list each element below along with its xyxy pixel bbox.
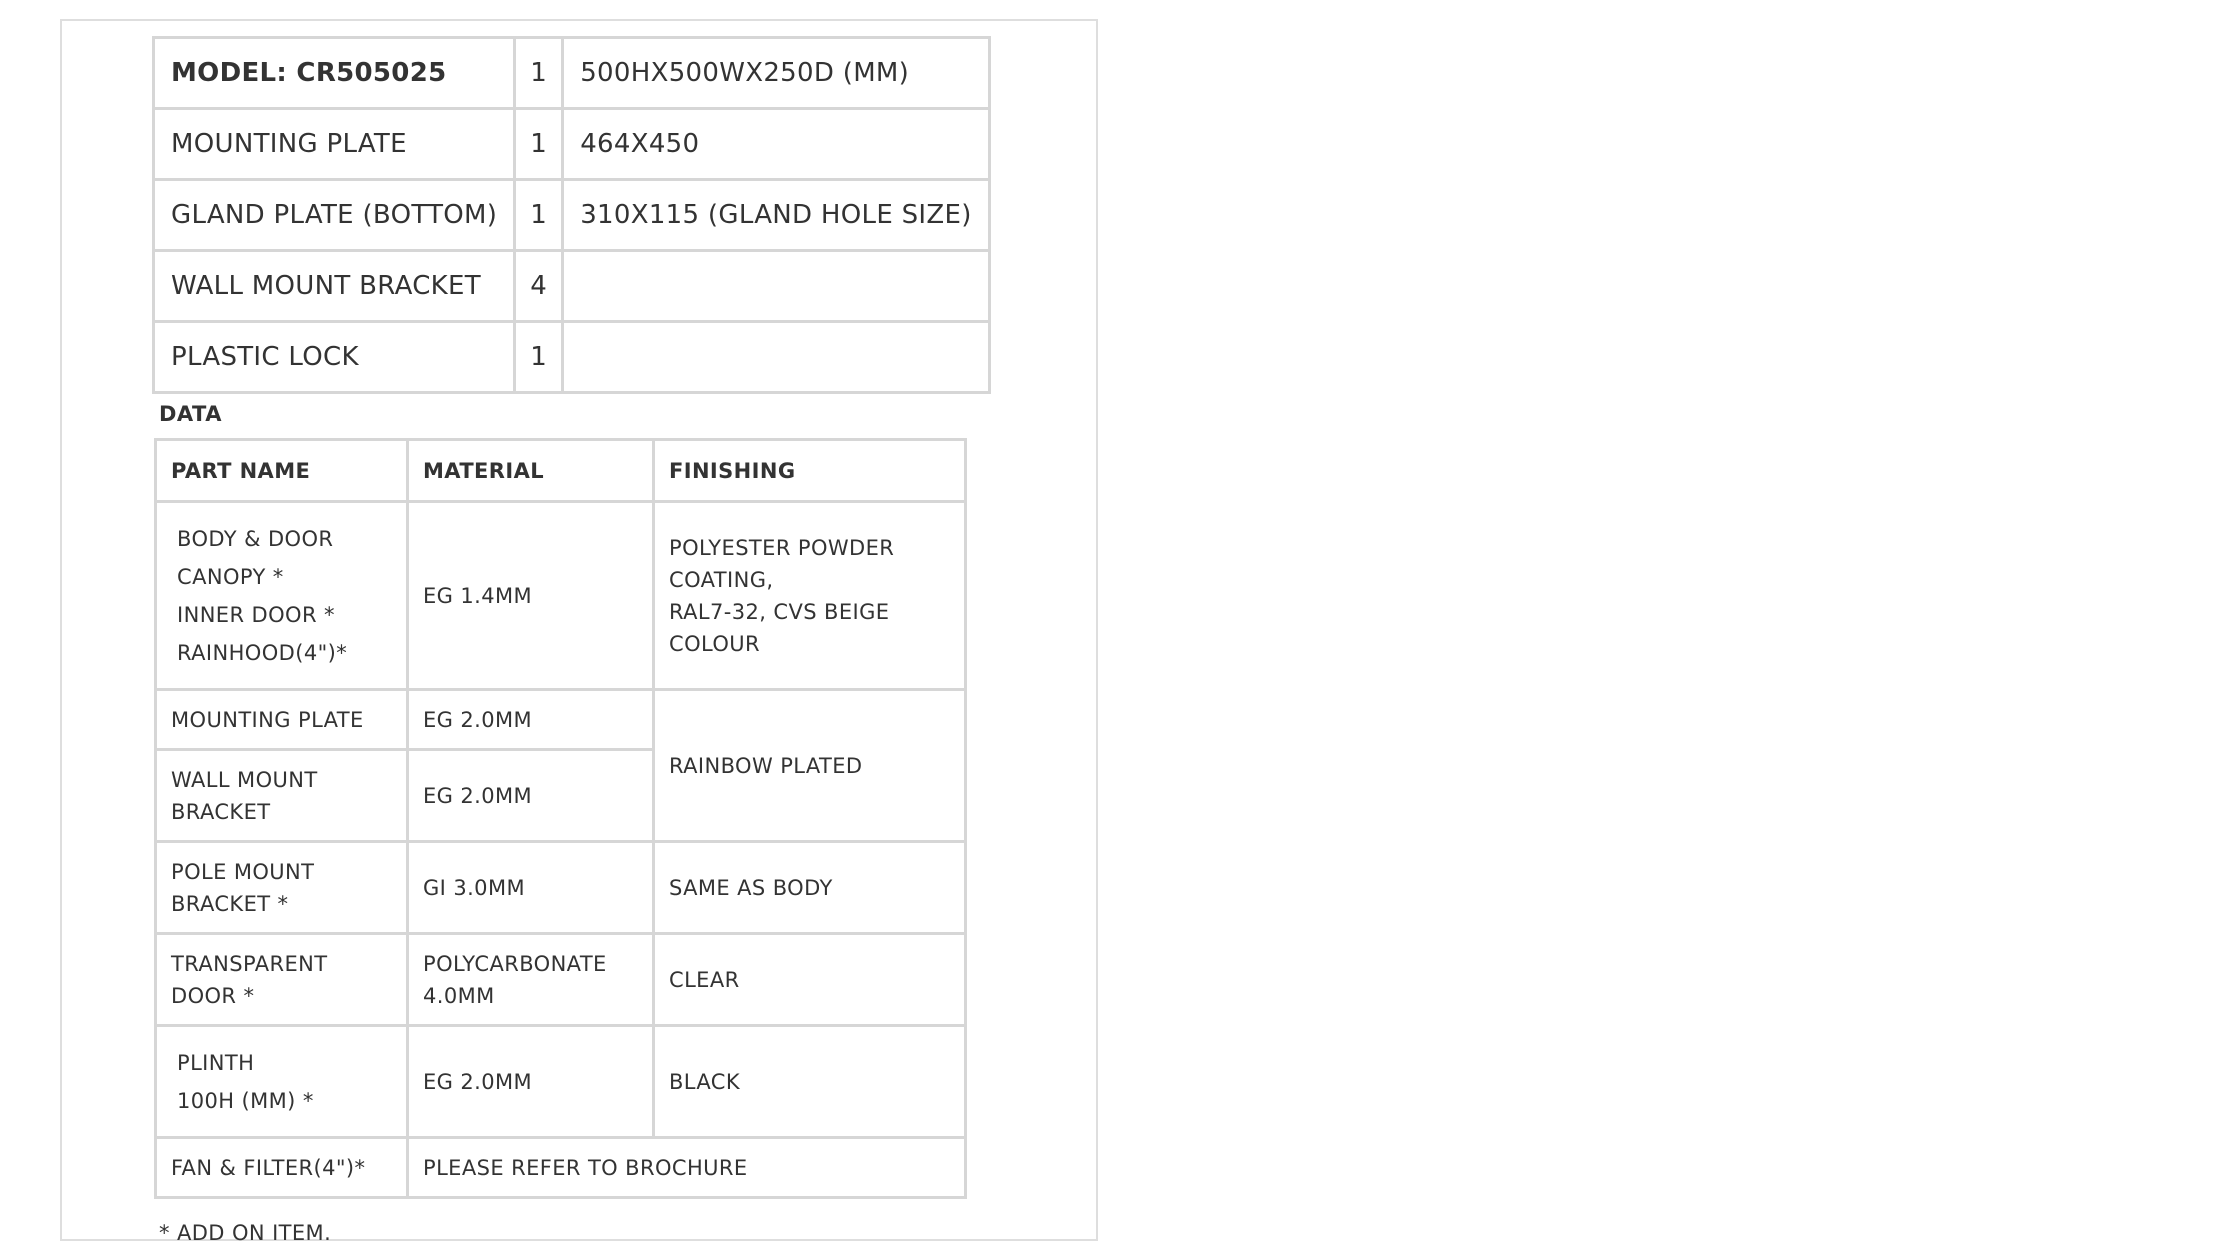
- item-cell: MOUNTING PLATE: [154, 109, 515, 180]
- summary-table: [152, 36, 991, 394]
- qty-cell: 1: [515, 38, 563, 109]
- part-cell: [156, 750, 408, 842]
- finishing-cell: RAINBOW PLATED: [654, 690, 966, 842]
- table-row: [156, 502, 966, 690]
- part-line: POLE MOUNT: [171, 859, 315, 884]
- material-cell: GI 3.0MM: [408, 842, 654, 934]
- table-row: [156, 934, 966, 1026]
- material-cell: [408, 934, 654, 1026]
- finishing-cell: SAME AS BODY: [654, 842, 966, 934]
- part-line: RAINHOOD(4")*: [177, 640, 348, 665]
- spec-card: [60, 19, 1098, 1245]
- data-section-label: DATA: [159, 402, 223, 426]
- part-line: BRACKET: [171, 799, 271, 824]
- table-row: [154, 180, 990, 251]
- part-line: TRANSPARENT: [171, 951, 328, 976]
- material-cell: EG 2.0MM: [408, 690, 654, 750]
- part-cell: MOUNTING PLATE: [156, 690, 408, 750]
- qty-cell: 4: [515, 251, 563, 322]
- material-line: 4.0MM: [423, 983, 495, 1008]
- part-cell: [156, 502, 408, 690]
- header-material: MATERIAL: [408, 440, 654, 502]
- material-cell: EG 2.0MM: [408, 750, 654, 842]
- spec-cell: 310X115 (GLAND HOLE SIZE): [563, 180, 989, 251]
- qty-cell: 1: [515, 322, 563, 393]
- spec-cell: 500HX500WX250D (MM): [563, 38, 989, 109]
- table-row: [154, 251, 990, 322]
- header-finishing: FINISHING: [654, 440, 966, 502]
- footnote: * ADD ON ITEM.: [159, 1221, 332, 1245]
- table-row: [156, 1026, 966, 1138]
- data-table: [154, 438, 967, 1199]
- qty-cell: 1: [515, 109, 563, 180]
- part-line: DOOR *: [171, 983, 255, 1008]
- spec-cell: 464X450: [563, 109, 989, 180]
- material-line: POLYCARBONATE: [423, 951, 607, 976]
- material-cell: EG 1.4MM: [408, 502, 654, 690]
- table-row: [154, 38, 990, 109]
- finishing-cell: [654, 502, 966, 690]
- table-row: [154, 109, 990, 180]
- table-row: [156, 842, 966, 934]
- finishing-cell: CLEAR: [654, 934, 966, 1026]
- header-part-name: PART NAME: [156, 440, 408, 502]
- part-cell: FAN & FILTER(4")*: [156, 1138, 408, 1198]
- part-line: CANOPY *: [177, 564, 284, 589]
- part-line: PLINTH: [177, 1050, 255, 1075]
- part-line: WALL MOUNT: [171, 767, 318, 792]
- table-row: [156, 1138, 966, 1198]
- table-row: [154, 322, 990, 393]
- part-line: BODY & DOOR: [177, 526, 334, 551]
- part-cell: [156, 842, 408, 934]
- note-cell: PLEASE REFER TO BROCHURE: [408, 1138, 966, 1198]
- item-cell: GLAND PLATE (BOTTOM): [154, 180, 515, 251]
- spec-cell: [563, 322, 989, 393]
- finishing-line: POLYESTER POWDER: [669, 535, 895, 560]
- part-line: BRACKET *: [171, 891, 289, 916]
- material-cell: EG 2.0MM: [408, 1026, 654, 1138]
- part-cell: [156, 934, 408, 1026]
- finishing-cell: BLACK: [654, 1026, 966, 1138]
- part-line: 100H (MM) *: [177, 1088, 314, 1113]
- part-line: INNER DOOR *: [177, 602, 335, 627]
- header-row: [156, 440, 966, 502]
- part-cell: [156, 1026, 408, 1138]
- qty-cell: 1: [515, 180, 563, 251]
- item-cell: WALL MOUNT BRACKET: [154, 251, 515, 322]
- table-row: [156, 690, 966, 750]
- item-cell: PLASTIC LOCK: [154, 322, 515, 393]
- finishing-line: RAL7-32, CVS BEIGE: [669, 599, 890, 624]
- spec-cell: [563, 251, 989, 322]
- finishing-line: COLOUR: [669, 631, 761, 656]
- model-cell: MODEL: CR505025: [154, 38, 515, 109]
- finishing-line: COATING,: [669, 567, 774, 592]
